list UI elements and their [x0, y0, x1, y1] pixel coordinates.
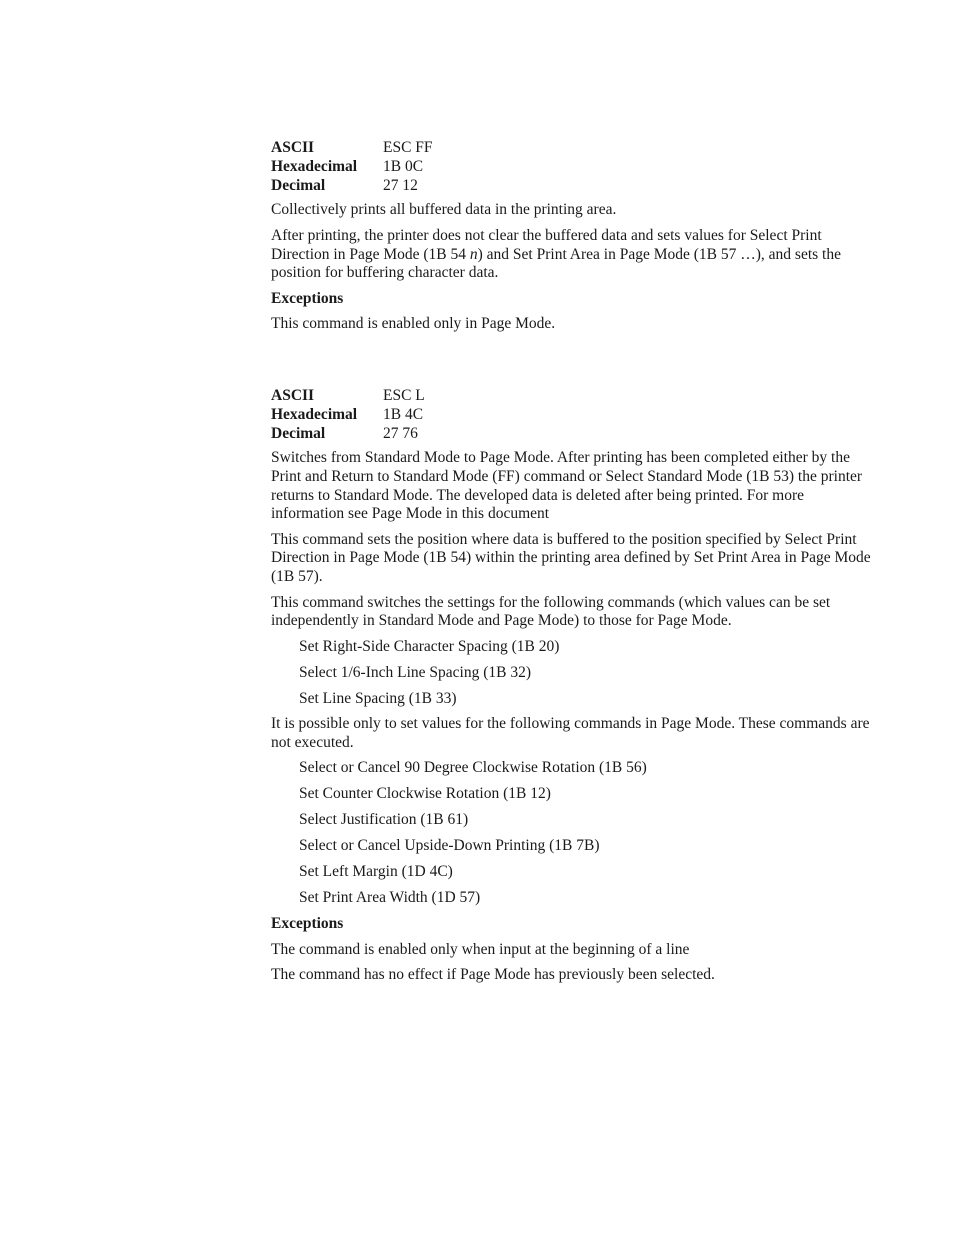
command-section-esc-l [271, 387, 881, 985]
code-row-decimal [271, 425, 425, 444]
description-paragraph: Switches from Standard Mode to Page Mode. After printing has been completed either by the Print and Return to Standard Mode (FF) command or Select Standard Mode (1B 53) the printer returns to Standard Mode. The developed data is deleted after being printed. For more information see Page Mode in this document [271, 449, 863, 523]
exceptions-text: This command is enabled only in Page Mode. [271, 315, 556, 333]
description-paragraph: This command sets the position where data is buffered to the position specified by Select Print Direction in Page Mode (1B 54) within the printing area defined by Set Print Area in Page Mode (1B 57). [271, 530, 871, 585]
exceptions-text: The command is enabled only when input at the beginning of a line [271, 940, 690, 958]
code-value: ESC FF [383, 139, 433, 156]
description-paragraph: This command switches the settings for the following commands (which values can be set independently in Standard Mode and Page Mode) to those for Page Mode. [271, 593, 831, 630]
code-label: Hexadecimal [271, 405, 358, 423]
exceptions-text: The command has no effect if Page Mode has previously been selected. [271, 966, 715, 984]
code-row-ascii [271, 387, 425, 406]
code-value: 1B 0C [383, 157, 424, 175]
text-run: ) and Set Print Area in Page Mode (1B 57 …), and sets the position for buffering character data. [271, 245, 841, 282]
list-item: Set Print Area Width (1D 57) [299, 889, 481, 907]
list-item: Set Left Margin (1D 4C) [299, 863, 453, 881]
code-label: ASCII [271, 386, 315, 404]
code-label: Decimal [271, 424, 326, 442]
code-row-hexadecimal [271, 406, 425, 425]
command-code-table [271, 387, 425, 443]
code-value: 27 12 [383, 176, 418, 194]
document-body [271, 139, 881, 985]
description-paragraph: Collectively prints all buffered data in the printing area. [271, 201, 617, 219]
code-label: ASCII [271, 139, 315, 156]
code-row-decimal [271, 177, 433, 196]
parameter-n: n [469, 245, 478, 263]
code-value: 27 76 [383, 424, 418, 442]
exceptions-heading: Exceptions [271, 289, 344, 307]
code-value: 1B 4C [383, 405, 424, 423]
list-item: Select Justification (1B 61) [299, 811, 469, 829]
code-row-hexadecimal [271, 158, 433, 177]
exceptions-heading: Exceptions [271, 914, 344, 932]
list-item: Select 1/6-Inch Line Spacing (1B 32) [299, 663, 532, 681]
list-item: Set Right-Side Character Spacing (1B 20) [299, 637, 560, 655]
list-item: Select or Cancel 90 Degree Clockwise Rotation (1B 56) [299, 759, 647, 777]
command-code-table [271, 139, 433, 195]
list-item: Set Line Spacing (1B 33) [299, 689, 457, 707]
code-label: Hexadecimal [271, 157, 358, 175]
code-row-ascii [271, 139, 433, 158]
description-paragraph [271, 227, 881, 283]
command-section-esc-ff [271, 139, 881, 334]
list-item: Select or Cancel Upside-Down Printing (1B 7B) [299, 837, 600, 855]
page-mode-settings-list [271, 638, 881, 709]
list-item: Set Counter Clockwise Rotation (1B 12) [299, 785, 551, 803]
description-paragraph: It is possible only to set values for the following commands in Page Mode. These commands are not executed. [271, 715, 870, 751]
text-run: After printing, the printer does not clear the buffered data and sets values for Select Print Direction in Page Mode (1B 54 [271, 226, 822, 263]
code-value: ESC L [383, 386, 425, 404]
page-mode-only-commands-list [271, 759, 881, 908]
code-label: Decimal [271, 176, 326, 194]
